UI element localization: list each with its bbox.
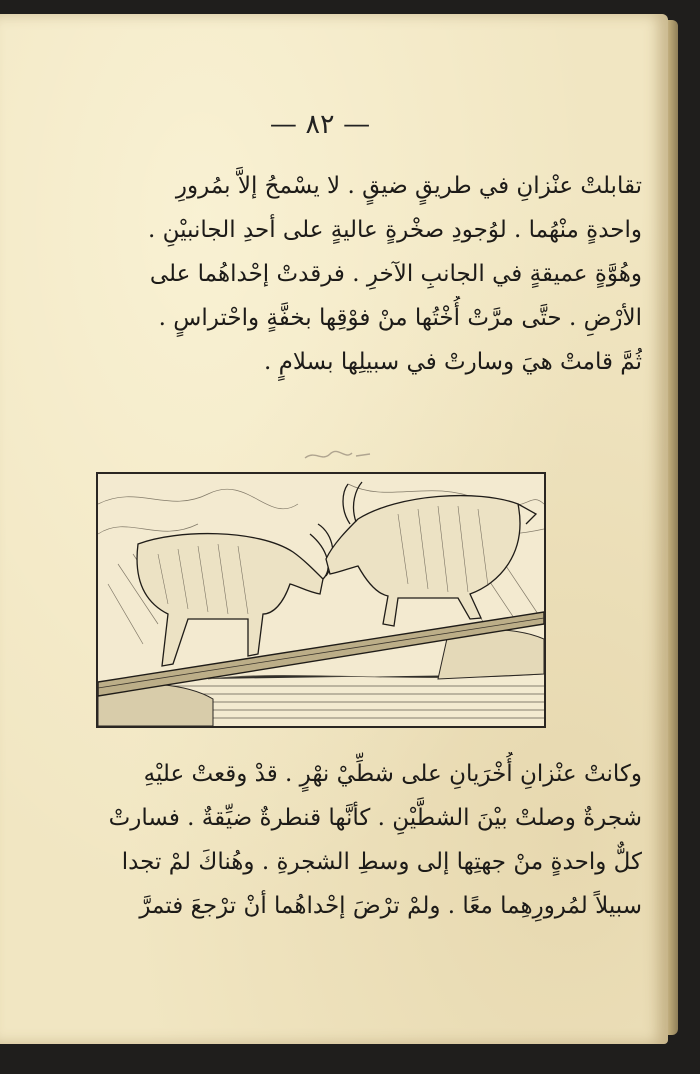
text-line: كلٌّ واحدةٍ منْ جهتِها إلى وسطِ الشجرةِ . وهُناكَ لمْ تجدا [121,849,642,875]
text-line: ثُمَّ قامتْ هيَ وسارتْ في سبيلِها بسلامٍ . [264,349,642,375]
text-line: وكانتْ عنْزانِ أُخْرَيانِ على شطِّيْ نهْرٍ . قدْ وقعتْ عليْهِ [143,761,642,787]
text-line: الأرْضِ . حتَّى مرَّتْ أُخْتُها منْ فوْقِها بخفَّةٍ واحْتراسٍ . [158,305,642,331]
pencil-mark-icon [300,444,380,466]
text-line: واحدةٍ منْهُما . لوُجودِ صخْرةٍ عاليةٍ على أحدِ الجانبيْنِ . [147,217,642,243]
text-line: شجرةٌ وصلتْ بيْنَ الشطَّيْنِ . كأنَّها قنطرةٌ ضيِّقةٌ . فسارتْ [108,805,642,831]
text-line: تقابلتْ عنْزانِ في طريقٍ ضيقٍ . لا يسْمحُ إلاَّ بمُرورِ [175,173,642,199]
goats-on-log-icon [98,474,544,726]
paragraph-1 [60,164,642,384]
text-line: سبيلاً لمُرورِهِما معًا . ولمْ ترْضَ إحْداهُما أنْ ترْجعَ فتمرَّ [139,893,642,919]
paragraph-2 [60,752,642,928]
text-line: وهُوَّةٍ عميقةٍ في الجانبِ الآخرِ . فرقدتْ إحْداهُما على [149,261,642,287]
book-page [0,14,668,1044]
goats-illustration [96,472,546,728]
page-number: — ٨٢ — [269,109,371,140]
